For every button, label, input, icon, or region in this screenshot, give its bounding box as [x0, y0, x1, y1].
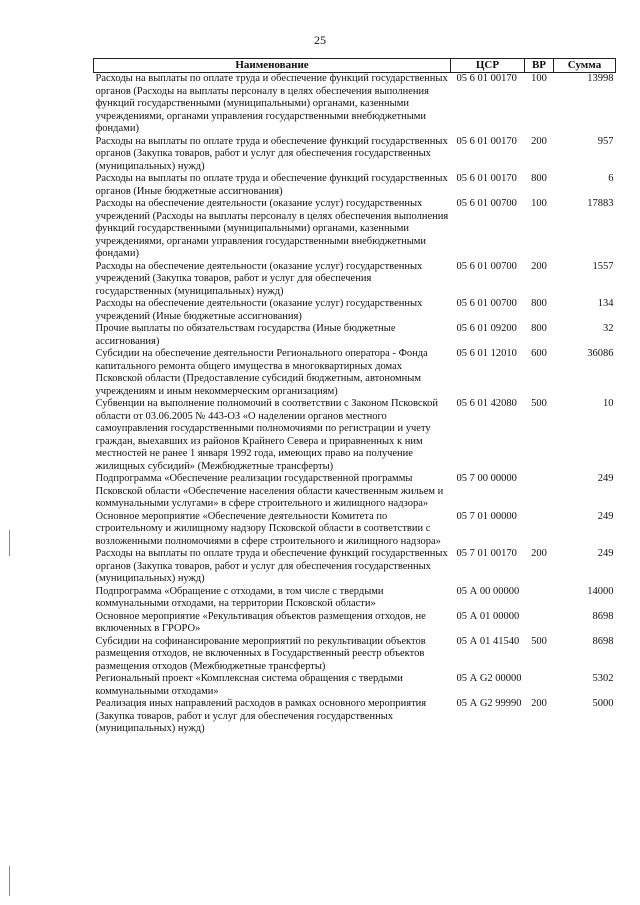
row-sum: 17883	[587, 198, 614, 209]
row-vr: 200	[531, 135, 547, 147]
table-row	[94, 398, 616, 473]
row-name: Расходы на выплаты по оплате труда и обеспечение функций государственных органов (Закупка товаров, работ и услуг для обеспечения государственных (муниципальных) нужд)	[95, 548, 448, 584]
row-csr: 05 А G2 00000	[456, 673, 522, 684]
row-name: Расходы на обеспечение деятельности (оказание услуг) государственных учреждений (Закупка товаров, работ и услуг для обеспечения государственных (муниципальных) нужд)	[95, 260, 423, 297]
row-sum: 6	[608, 173, 614, 184]
table-row	[94, 636, 616, 674]
budget-table	[93, 58, 616, 736]
row-name: Реализация иных направлений расходов в рамках основного мероприятия (Закупка товаров, работ и услуг для обеспечения государственных (муниципальных) нужд)	[95, 698, 427, 734]
table-row	[94, 173, 616, 198]
scan-edge-mark	[9, 530, 10, 556]
row-name: Основное мероприятие «Обеспечение деятельности Комитета по строительному и жилищному надзору Псковской области в соответствии с возложенными полномочиями в сфере строительного и жилищного надзора»	[95, 510, 441, 547]
row-sum: 8698	[592, 610, 614, 622]
row-sum: 1557	[592, 260, 614, 272]
row-vr	[525, 673, 554, 698]
row-sum: 36086	[587, 348, 614, 359]
row-csr: 05 6 01 00170	[456, 173, 517, 184]
row-csr: 05 7 00 00000	[456, 473, 517, 484]
row-name: Основное мероприятие «Рекультивация объектов размещения отходов, не включенных в ГРОРО»	[95, 610, 426, 634]
row-name: Расходы на выплаты по оплате труда и обеспечение функций государственных органов (Иные бюджетные ассигнования)	[95, 173, 448, 197]
table-row	[94, 511, 616, 549]
row-vr	[525, 473, 554, 511]
row-csr: 05 6 01 00700	[456, 298, 517, 309]
table-row	[94, 548, 616, 586]
row-vr: 200	[531, 698, 547, 709]
table-row	[94, 586, 616, 611]
table-row	[94, 73, 616, 136]
row-vr: 100	[531, 198, 547, 209]
row-name: Региональный проект «Комплексная система обращения с твердыми коммунальными отходами»	[95, 673, 403, 697]
row-csr: 05 6 01 00170	[456, 135, 517, 147]
table-row	[94, 473, 616, 511]
table-row	[94, 611, 616, 636]
row-csr: 05 6 01 09200	[456, 323, 517, 334]
row-name: Расходы на обеспечение деятельности (оказание услуг) государственных учреждений (Расходы на выплаты персоналу в целях обеспечения выполнения функций государственными (муниципальными) органами, казенными учреждениями, органами управления государственными внебюджетными фондами)	[95, 198, 449, 259]
row-name: Расходы на выплаты по оплате труда и обеспечение функций государственных органов (Закупка товаров, работ и услуг для обеспечения государственных (муниципальных) нужд)	[95, 135, 448, 172]
row-sum: 134	[597, 298, 614, 309]
row-sum: 5000	[592, 698, 614, 709]
table-row	[94, 136, 616, 174]
row-vr: 500	[531, 635, 547, 647]
row-vr: 200	[531, 548, 547, 559]
row-vr: 800	[531, 298, 547, 309]
scan-edge-mark	[9, 866, 10, 896]
row-sum: 10	[603, 398, 614, 409]
row-vr: 800	[531, 173, 547, 184]
table-row	[94, 261, 616, 299]
row-name: Субвенции на выполнение полномочий в соответствии с Законом Псковской области от 03.06.2005 № 443-ОЗ «О наделении органов местного самоуправления государственными полномочиями по регистрации и учету граждан, выехавших из районов Крайнего Севера и приравненных к ним местностей не ранее 1 января 1992 года, имеющих право на получение жилищных субсидий» (Межбюджетные трансферты)	[95, 398, 439, 472]
header-vr: ВР	[525, 59, 554, 73]
row-vr: 100	[531, 73, 547, 84]
row-name: Прочие выплаты по обязательствам государства (Иные бюджетные ассигнования)	[95, 323, 396, 347]
row-sum: 5302	[592, 673, 614, 684]
row-csr: 05 А 00 00000	[456, 585, 520, 597]
row-sum: 249	[597, 473, 614, 484]
row-name: Подпрограмма «Обращение с отходами, в том числе с твердыми коммунальными отходами, на территории Псковской области»	[95, 585, 384, 609]
table-row	[94, 348, 616, 398]
row-sum: 32	[603, 323, 614, 334]
header-csr: ЦСР	[451, 59, 525, 73]
page-number: 25	[314, 33, 326, 47]
row-csr: 05 6 01 00700	[456, 260, 517, 272]
row-vr: 800	[531, 323, 547, 334]
row-csr: 05 А G2 99990	[456, 698, 522, 709]
row-name: Расходы на обеспечение деятельности (оказание услуг) государственных учреждений (Иные бюджетные ассигнования)	[95, 298, 423, 322]
row-sum: 957	[597, 135, 614, 147]
row-name: Подпрограмма «Обеспечение реализации государственной программы Псковской области «Обеспечение населения области качественным жильем и коммунальными услугами» в сфере строительного и жилищного надзора»	[95, 473, 444, 509]
row-csr: 05 6 01 42080	[456, 398, 517, 409]
row-name: Субсидии на софинансирование мероприятий по рекультивации объектов размещения отходов, не включенных в Государственный реестр объектов размещения отходов (Межбюджетные трансферты)	[95, 635, 426, 672]
table-header-row	[94, 59, 616, 73]
header-name: Наименование	[94, 59, 451, 73]
row-vr: 500	[531, 398, 547, 409]
row-vr	[525, 586, 554, 611]
row-csr: 05 7 01 00000	[456, 510, 517, 522]
row-sum: 249	[597, 510, 614, 522]
row-sum: 14000	[587, 585, 614, 597]
header-sum: Сумма	[554, 59, 616, 73]
row-csr: 05 А 01 00000	[456, 610, 520, 622]
row-vr	[525, 511, 554, 549]
table-row	[94, 323, 616, 348]
table-row	[94, 298, 616, 323]
table-row	[94, 198, 616, 261]
table-row	[94, 698, 616, 736]
row-csr: 05 А 01 41540	[456, 635, 520, 647]
row-csr: 05 6 01 12010	[456, 348, 517, 359]
row-name: Субсидии на обеспечение деятельности Регионального оператора - Фонда капитального ремонта общего имущества в многоквартирных домах Псковской области (Предоставление субсидий бюджетным, автономным учреждениям и иным некоммерческим организациям)	[95, 348, 428, 397]
row-csr: 05 7 01 00170	[456, 548, 517, 559]
row-csr: 05 6 01 00170	[456, 73, 517, 84]
row-name: Расходы на выплаты по оплате труда и обеспечение функций государственных органов (Расходы на выплаты персоналу в целях обеспечения выполнения функций государственными (муниципальными) органами, казенными учреждениями, органами управления государственными внебюджетными фондами)	[95, 73, 448, 134]
row-sum: 8698	[592, 635, 614, 647]
row-vr: 200	[531, 260, 547, 272]
row-sum: 13998	[587, 73, 614, 84]
row-vr	[525, 611, 554, 636]
row-sum: 249	[597, 548, 614, 559]
table-row	[94, 673, 616, 698]
row-vr: 600	[531, 348, 547, 359]
row-csr: 05 6 01 00700	[456, 198, 517, 209]
